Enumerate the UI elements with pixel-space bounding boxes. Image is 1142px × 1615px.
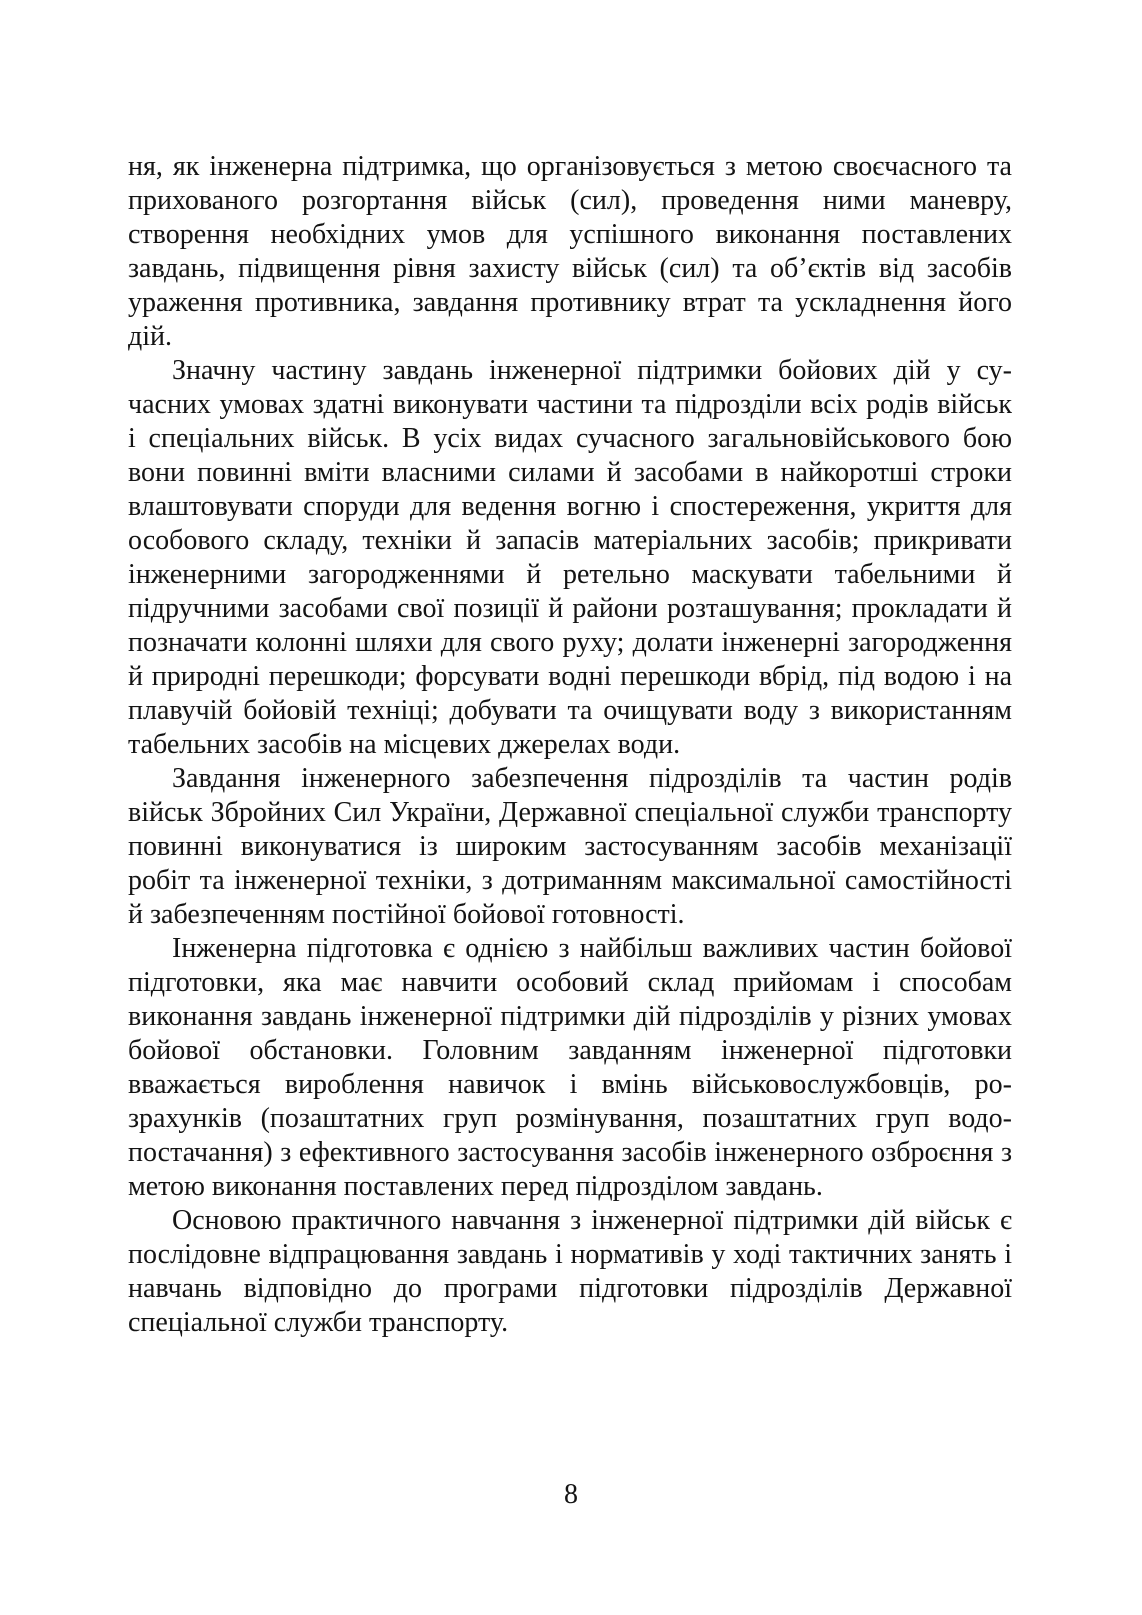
page-number: 8 xyxy=(564,1479,578,1510)
body-text xyxy=(128,150,1012,1340)
paragraph: Основою практичного навчання з інженерної підтримки дій військ є послідовне відпрацювання завдань і нормативів у ході тактичних занять і навчань відповідно до програми підготовки підрозділів Державної спеціальної служби транспорту. xyxy=(128,1205,1012,1338)
paragraph-continuation: ня, як інженерна підтримка, що організовується з метою своєчасного та прихованого розгортання військ (сил), проведення ними маневру, створення необхідних умов для успішного виконання поставлених завдань, підвищення рівня захисту військ (сил) та об’єктів від засобів ураження противника, завдання противнику втрат та ускладнення його дій. xyxy=(128,151,1012,352)
paragraph: Значну частину завдань інженерної підтримки бойових дій у сучасних умовах здатні виконувати частини та підрозділи всіх родів військ і спеціальних військ. В усіх видах сучасного загальновійськового бою вони повинні вміти власними силами й засобами в найкоротші строки влаштовувати споруди для ведення вогню і спостереження, укриття для особового складу, техніки й запасів матеріальних засобів; прикривати інженерними загородженнями й ретельно маскувати табельними й підручними засобами свої позиції й райони розташування; прокладати й позначати колонні шляхи для свого руху; долати інженерні загородження й природні перешкоди; форсувати водні перешкоди вбрід, під водою і на плавучій бойовій техніці; добувати та очищувати воду з використанням табельних засобів на місцевих джерелах води. xyxy=(128,355,1012,760)
paragraph: Завдання інженерного забезпечення підрозділів та частин родів військ Збройних Сил України, Державної спеціальної служби транспорту повинні виконуватися із широким застосуванням засобів механізації робіт та інженерної техніки, з дотриманням максимальної самостійності й забезпеченням постійної бойової готовності. xyxy=(128,763,1012,930)
paragraph: Інженерна підготовка є однією з найбільш важливих частин бойової підготовки, яка має навчити особовий склад прийомам і способам виконання завдань інженерної підтримки дій підрозділів у різних умовах бойової обстановки. Головним завданням інженерної підготовки вважається вироблення навичок і вмінь військовослужбовців, розрахунків (позаштатних груп розмінування, позаштатних груп водопостачання) з ефективного застосування засобів інженерного озброєння з метою виконання поставлених перед підрозділом завдань. xyxy=(128,933,1012,1202)
